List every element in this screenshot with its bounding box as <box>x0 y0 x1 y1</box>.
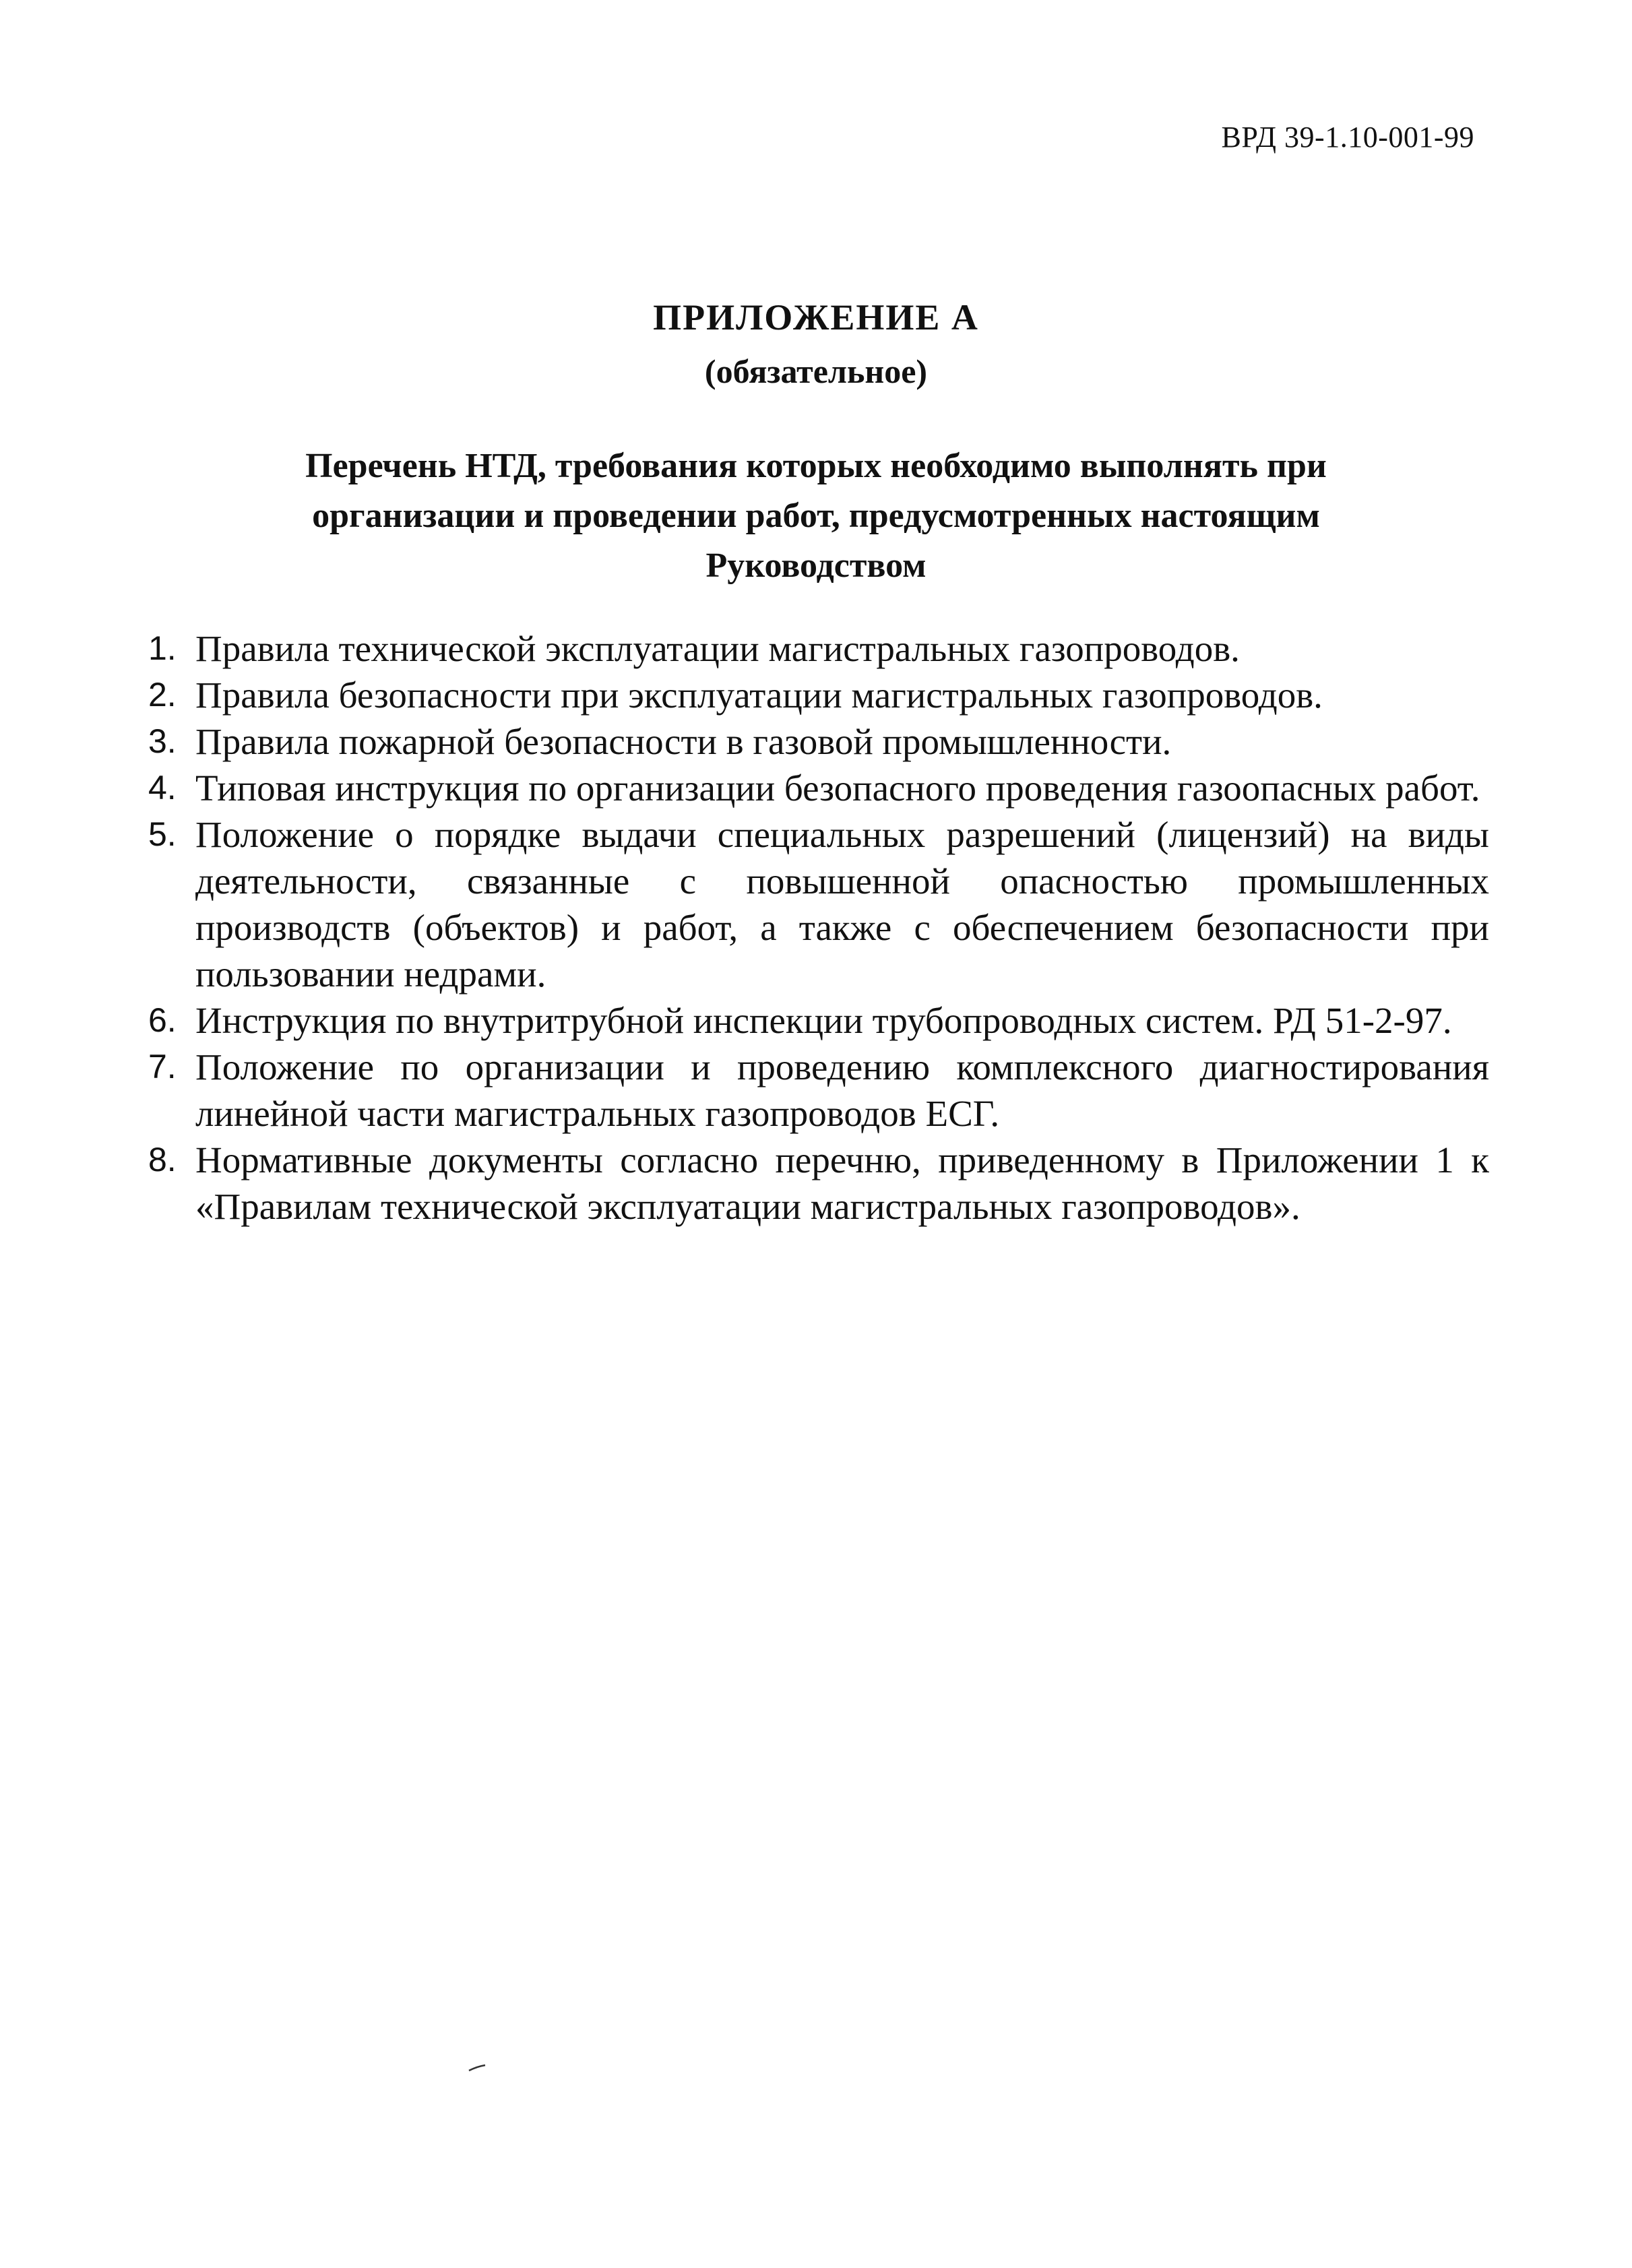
list-item-number: 3. <box>148 722 177 760</box>
list-item-text: Положение о порядке выдачи специальных разрешений (лицензий) на виды деятельности, связанные с повышенной опасностью промышленных производств (объектов) и работ, а также с обеспечением безопасности при пользовании недрами. <box>195 814 1489 995</box>
list-item-number: 8. <box>148 1141 177 1178</box>
list-item-text: Инструкция по внутритрубной инспекции трубопроводных систем. РД 51-2-97. <box>195 1000 1452 1041</box>
appendix-title: ПРИЛОЖЕНИЕ А <box>653 297 979 338</box>
list-heading-line: организации и проведении работ, предусмотренных настоящим <box>312 497 1320 535</box>
list-item-text: Нормативные документы согласно перечню, приведенному в Приложении 1 к «Правилам технической эксплуатации магистральных газопроводов». <box>195 1139 1489 1227</box>
list-item <box>148 997 1489 1044</box>
list-item-text: Правила безопасности при эксплуатации магистральных газопроводов. <box>195 674 1323 716</box>
list-item <box>148 811 1489 997</box>
list-item-text: Положение по организации и проведению комплексного диагностирования линейной части магистральных газопроводов ЕСГ. <box>195 1046 1489 1134</box>
list-item-text: Типовая инструкция по организации безопасного проведения газоопасных работ. <box>195 767 1480 809</box>
list-item <box>148 718 1489 765</box>
scan-artifact-mark <box>468 2064 487 2072</box>
list-item <box>148 625 1489 672</box>
list-item <box>148 1137 1489 1230</box>
list-item-text: Правила пожарной безопасности в газовой промышленности. <box>195 721 1172 762</box>
list-item-number: 1. <box>148 629 177 667</box>
list-item-number: 6. <box>148 1001 177 1039</box>
list-item-text: Правила технической эксплуатации магистральных газопроводов. <box>195 628 1240 669</box>
list-heading-line: Перечень НТД, требования которых необходимо выполнять при <box>305 447 1327 485</box>
list-heading-line: Руководством <box>705 546 927 585</box>
list-item-number: 7. <box>148 1048 177 1085</box>
list-heading <box>0 441 1632 591</box>
appendix-status: (обязательное) <box>704 352 928 390</box>
list-item-number: 2. <box>148 676 177 714</box>
list-item <box>148 672 1489 718</box>
list-item-number: 5. <box>148 815 177 853</box>
list-item <box>148 765 1489 811</box>
list-item-number: 4. <box>148 769 177 807</box>
document-code: ВРД 39-1.10-001-99 <box>1221 121 1474 154</box>
list-item <box>148 1044 1489 1137</box>
ntd-list <box>148 625 1489 1230</box>
